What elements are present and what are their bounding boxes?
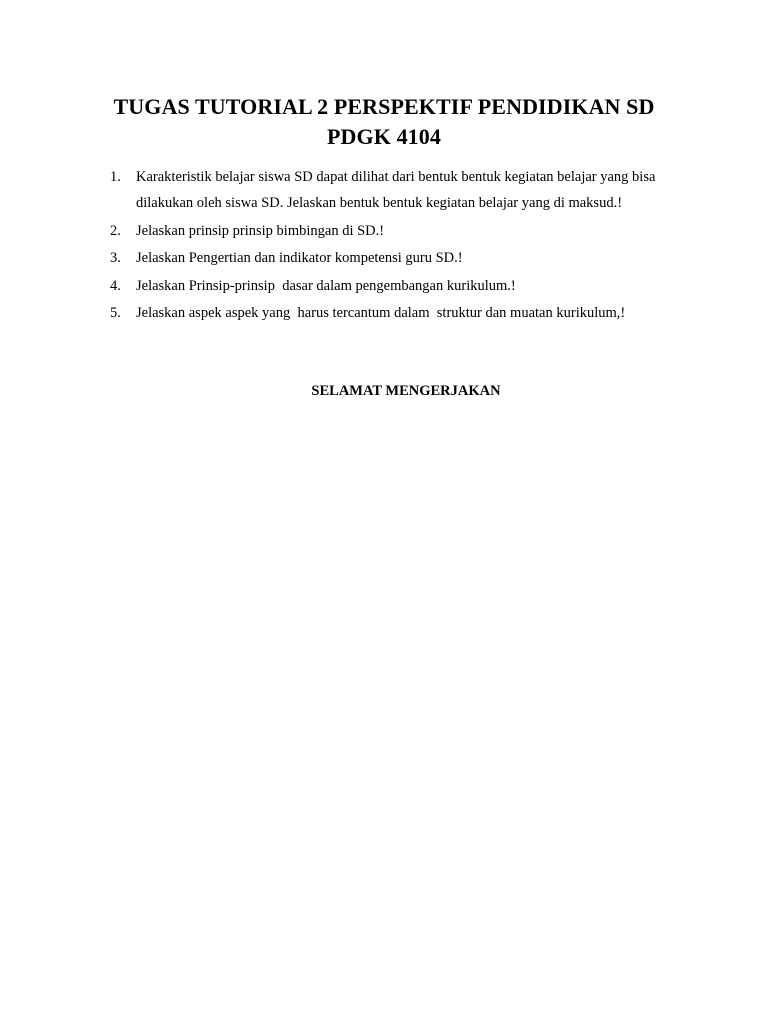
question-number: 3.: [110, 250, 121, 266]
question-text: Jelaskan Pengertian dan indikator kompetensi guru SD.!: [136, 250, 463, 266]
question-text: Karakteristik belajar siswa SD dapat dilihat dari bentuk bentuk kegiatan belajar yang bisa dilakukan oleh siswa SD. Jelaskan bentuk bentuk kegiatan belajar yang di maksud.!: [136, 169, 660, 211]
question-number: 2.: [110, 222, 121, 239]
question-number: 5.: [110, 305, 121, 321]
question-item-1: [110, 164, 710, 216]
title-line-1: TUGAS TUTORIAL 2 PERSPEKTIF PENDIDIKAN SD: [113, 94, 655, 119]
question-list: [110, 164, 710, 328]
question-item-3: [110, 245, 710, 271]
question-text: Jelaskan aspek aspek yang harus tercantum dalam struktur dan muatan kurikulum,!: [136, 305, 626, 321]
title-line-2: PDGK 4104: [327, 124, 441, 149]
question-item-2: [110, 218, 710, 244]
closing-text: SELAMAT MENGERJAKAN: [311, 383, 501, 399]
question-item-4: [110, 273, 710, 299]
document-title: [84, 92, 684, 152]
question-number: 4.: [110, 277, 121, 294]
question-text: Jelaskan Prinsip-prinsip dasar dalam pengembangan kurikulum.!: [136, 277, 516, 294]
question-text: Jelaskan prinsip prinsip bimbingan di SD.!: [136, 222, 385, 239]
question-number: 1.: [110, 169, 121, 185]
question-item-5: [110, 300, 710, 326]
